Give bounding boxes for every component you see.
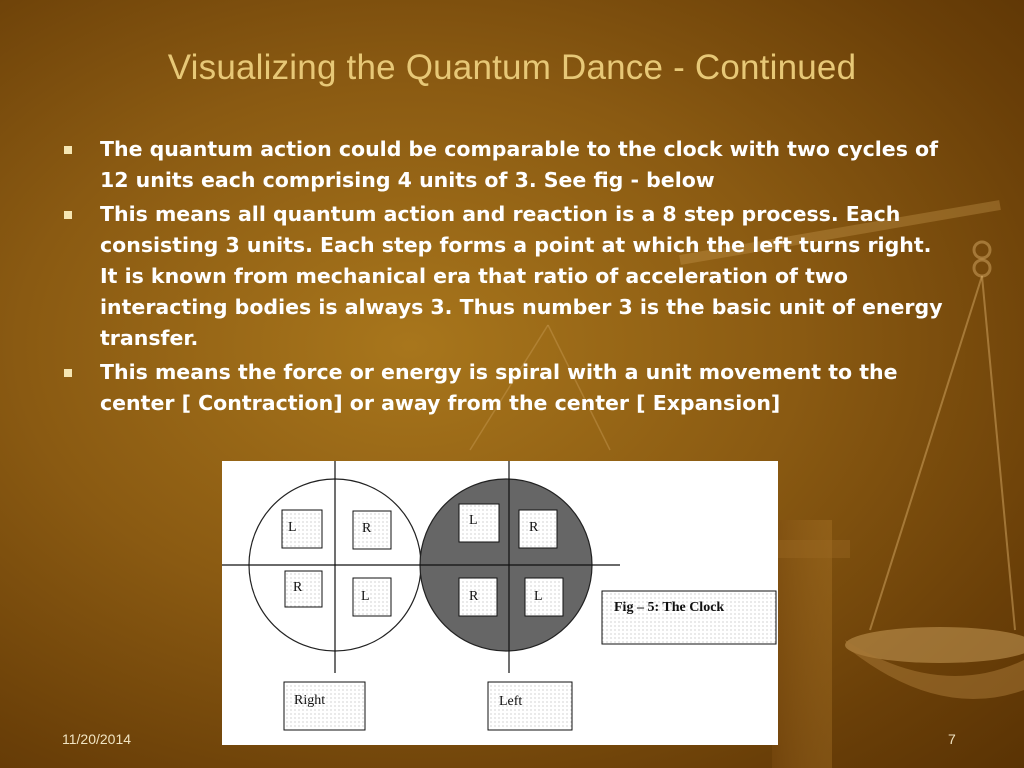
right-box-top-right <box>519 510 557 548</box>
slide-title: Visualizing the Quantum Dance - Continued <box>167 48 857 87</box>
svg-text:L: L <box>534 589 543 604</box>
bullet-list <box>62 134 952 422</box>
bullet-item <box>62 134 952 196</box>
clock-figure <box>222 461 778 745</box>
svg-text:R: R <box>469 589 479 604</box>
label-left-box <box>488 682 572 730</box>
slide-page-number: 7 <box>948 731 956 747</box>
left-box-bottom-left <box>285 571 322 607</box>
right-box-bottom-right <box>525 578 563 616</box>
figure-caption <box>602 591 776 644</box>
square-bullet-icon <box>64 369 72 377</box>
square-bullet-icon <box>64 211 72 219</box>
right-box-bottom-left <box>459 578 497 616</box>
svg-text:Right: Right <box>294 693 326 708</box>
label-right-box <box>284 682 365 730</box>
bullet-item <box>62 357 952 419</box>
svg-text:L: L <box>361 589 370 604</box>
bullet-text: The quantum action could be comparable to the clock with two cycles of 12 units each comprising 4 units of 3. See fig - below <box>100 137 939 192</box>
left-box-bottom-right <box>353 578 391 616</box>
svg-text:Left: Left <box>499 694 523 709</box>
bullet-text: This means all quantum action and reaction is a 8 step process. Each consisting 3 units. Each step forms a point at which the left turns right. It is known from mechanical era that ratio of acceleration of two interacting bodies is always 3. Thus number 3 is the basic unit of energy transfer. <box>100 202 943 350</box>
clock-diagram <box>222 461 778 745</box>
bullet-text: This means the force or energy is spiral with a unit movement to the center [ Contraction] or away from the center [ Expansion] <box>100 360 898 415</box>
square-bullet-icon <box>64 146 72 154</box>
bullet-item <box>62 199 952 354</box>
svg-text:R: R <box>362 521 372 536</box>
left-box-top-right <box>353 511 391 549</box>
right-box-top-left <box>459 504 499 542</box>
svg-text:L: L <box>288 520 297 535</box>
svg-text:Fig – 5: The Clock: Fig – 5: The Clock <box>614 600 725 615</box>
svg-text:L: L <box>469 513 478 528</box>
svg-text:R: R <box>293 580 303 595</box>
slide-date: 11/20/2014 <box>62 731 132 747</box>
left-box-top-left <box>282 510 322 548</box>
svg-text:R: R <box>529 520 539 535</box>
